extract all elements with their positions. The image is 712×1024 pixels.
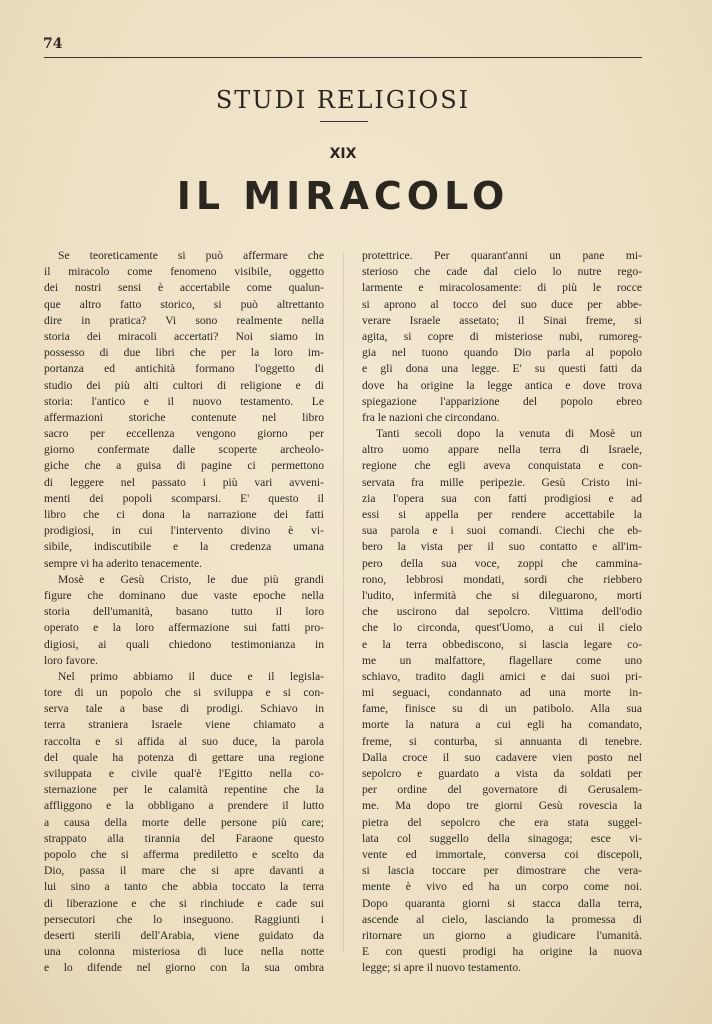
text-line: gia nel tuono quando Dio parla al popolo: [362, 346, 642, 360]
text-line: loro favore.: [44, 653, 99, 667]
text-line: studio dei più alti cultori di religione e di: [44, 378, 324, 392]
text-line: sempre vi ha aderito tenacemente.: [44, 556, 203, 570]
text-line: dove ha origine la legge antica e dove trova: [362, 378, 642, 392]
text-line: altro uomo appare nella terra di Israele,: [362, 443, 642, 457]
text-line: Dio, passa il mare che si apre davanti a: [44, 864, 324, 878]
text-line: terra straniera Israele viene chiamato a: [44, 718, 324, 732]
text-line: di liberazione e che si rinchiude e cade sui: [44, 896, 324, 910]
text-line: ascende al cielo, lasciando la promessa di: [362, 912, 642, 926]
text-line: l'udito, infermità che si dileguarono, morti: [362, 588, 642, 602]
text-line: affermazioni storiche contenute nel libro: [44, 410, 324, 424]
text-line: que altro fatto storico, si può altrettanto: [44, 297, 324, 311]
section-title: STUDI RELIGIOSI: [215, 86, 471, 114]
text-line: portanza ed antichità formano l'oggetto di: [44, 362, 324, 376]
text-line: serva tale a base di prodigi. Schiavo in: [44, 702, 324, 716]
text-line: affliggono e la obbligano a prendere il lutto: [44, 799, 324, 813]
article-title: IL MIRACOLO: [176, 174, 510, 218]
text-line: e gli dona una legge. E' su questi fatti da: [362, 362, 642, 376]
text-line: persecutori che lo inseguono. Raggiunti i: [44, 912, 324, 926]
text-line: deserti sterili dell'Arabia, viene guidato da: [44, 928, 324, 942]
text-line: Nel primo abbiamo il duce e il legisla-: [58, 669, 324, 683]
text-line: mi seguaci, condannato ad una morte in-: [362, 686, 642, 700]
article-number: XIX: [329, 146, 357, 162]
text-line: me un malfattore, flagellare come uno: [362, 653, 642, 667]
text-line: e la terra obbediscono, si lascia legare co-: [362, 637, 642, 651]
text-line: a causa della morte delle persone più care;: [44, 815, 324, 829]
text-line: menti dei popoli scomparsi. E' questo il: [44, 491, 324, 505]
text-line: agita, si copre di misteriose nubi, rumoreg-: [362, 329, 642, 343]
text-line: del quale ha potenza di gettare una regione: [44, 750, 324, 764]
header-rule: [44, 57, 642, 58]
text-line: bero la vista per il suo contatto e all'im-: [362, 540, 642, 554]
text-line: sua parola e i suoi comandi. Ciechi che eb-: [362, 524, 642, 538]
text-line: Dalla croce il suo cadavere vien posto nel: [362, 750, 642, 764]
text-line: Tanti secoli dopo la venuta di Mosè un: [376, 427, 642, 441]
text-line: che lo circonda, quest'Uomo, a cui il cielo: [362, 621, 642, 635]
text-line: e lo difende nel giorno con la sua ombra: [44, 961, 324, 975]
text-line: Mosè e Gesù Cristo, le due più grandi: [58, 572, 324, 586]
text-line: pero della sua voce, zoppi che cammina-: [362, 556, 642, 570]
text-line: morte la natura a cui egli ha comandato,: [362, 718, 642, 732]
text-line: sterioso che cade dal cielo lo nutre rego-: [362, 265, 642, 279]
left-text-column: [44, 248, 324, 976]
text-line: Se teoreticamente si può affermare che: [58, 249, 324, 262]
text-line: mente è vivo ed ha un corpo come noi.: [362, 880, 642, 894]
text-line: giorno confermate dalle scoperte archeolo-: [44, 443, 324, 457]
text-line: giche che a guisa di pagine ci permettono: [44, 459, 324, 473]
text-line: storia dell'umanità, basano tutto il loro: [44, 605, 324, 619]
text-line: lui sino a tanto che abbia toccato la terra: [44, 880, 324, 894]
text-line: prodigiosi, in cui l'intervento divino è vi-: [44, 524, 324, 538]
text-line: di leggere nel passato i più vari avveni-: [44, 475, 324, 489]
text-line: libro che ci dona la narrazione dei fatti: [44, 508, 324, 521]
text-line: lata col suggello della sinagoga; esce vi-: [362, 831, 642, 845]
text-line: ritornare un giorno a giudicare l'umanità.: [362, 928, 642, 942]
right-text-column: [362, 248, 642, 976]
text-line: fame, finisce su di un patibolo. Alla sua: [362, 702, 642, 716]
text-line: legge; si apre il nuovo testamento.: [362, 961, 522, 975]
text-line: storia dei miracoli accertati? Noi siamo in: [44, 329, 324, 343]
text-line: figure che dominano due vaste epoche nella: [44, 588, 324, 602]
text-line: popolo che si afferma prediletto e scelto da: [44, 847, 324, 861]
text-line: sacro per eccellenza vengono giorno per: [44, 427, 324, 441]
text-line: rono, lebbrosi mondati, sordi che riebbero: [362, 572, 642, 586]
text-line: tore di un popolo che si sviluppa e si con-: [44, 686, 324, 700]
title-underline: [320, 121, 368, 122]
text-line: essi si appella per rendere accettabile la: [362, 508, 642, 521]
text-line: me. Ma dopo tre giorni Gesù rovescia la: [362, 799, 642, 813]
text-line: raccolta e si affida al suo duce, la parola: [44, 734, 324, 748]
text-line: sternazione per le calamità repentine che la: [44, 783, 324, 797]
text-line: freme, si conturba, si annuanta di tenebre.: [362, 734, 642, 748]
text-line: pietra del sepolcro che era stata suggel-: [362, 815, 642, 829]
text-line: una colonna misteriosa di luce nella notte: [44, 945, 324, 959]
text-line: servata fra mille peripezie. Gesù Cristo ini-: [362, 475, 642, 489]
text-line: per ordine del governatore di Gerusalem-: [362, 783, 642, 797]
column-divider: [343, 252, 344, 952]
text-line: sviluppata e civile qual'è l'Egitto nella co-: [44, 767, 324, 780]
text-line: storia: l'antico e il nuovo testamento. Le: [44, 394, 324, 408]
text-line: operato e la loro affermazione sui fatti pro-: [44, 621, 324, 635]
text-line: E con questi prodigi ha origine la nuova: [362, 945, 642, 959]
text-line: zia l'opera sua con fatti prodigiosi e ad: [362, 491, 642, 505]
text-line: vente ed immortale, conversa coi discepoli,: [362, 847, 642, 861]
text-line: protettrice. Per quarant'anni un pane mi-: [362, 249, 642, 262]
text-line: sibile, indiscutibile e la credenza umana: [44, 540, 324, 554]
text-line: dei nostri sensi è accertabile come qualun-: [44, 281, 324, 295]
text-line: sepolcro e guardato a vista da soldati per: [362, 767, 642, 780]
text-line: strappato alla tirannia del Faraone questo: [44, 831, 324, 845]
text-line: il miracolo come fenomeno visibile, oggetto: [44, 265, 324, 279]
text-line: digiosi, ai quali chiedono testimonianza in: [44, 637, 324, 651]
text-line: possesso di due libri che per la loro im-: [44, 346, 324, 360]
text-line: Dopo quaranta giorni si stacca dalla terra,: [362, 896, 642, 910]
text-line: schiavo, tradito dagli amici e dai suoi pri-: [362, 669, 642, 683]
text-line: fra le nazioni che circondano.: [362, 410, 500, 424]
text-line: verare Israele assetato; il Sinai freme, si: [362, 313, 642, 327]
text-line: dire in pratica? Vi sono realmente nella: [44, 313, 324, 327]
text-line: regione che egli aveva conquistata e con-: [362, 459, 642, 473]
text-line: spiegazione l'apparizione del popolo ebreo: [362, 394, 642, 408]
page-number: 74: [43, 36, 63, 52]
text-line: larmente e miracolosamente: di più le rocce: [362, 281, 642, 295]
text-line: che uscirono dal sepolcro. Vittima dell'odio: [362, 605, 642, 619]
text-line: si aprono al tocco del suo duce per abbe-: [362, 297, 642, 311]
text-line: si lascia toccare per dimostrare che vera-: [362, 864, 642, 878]
